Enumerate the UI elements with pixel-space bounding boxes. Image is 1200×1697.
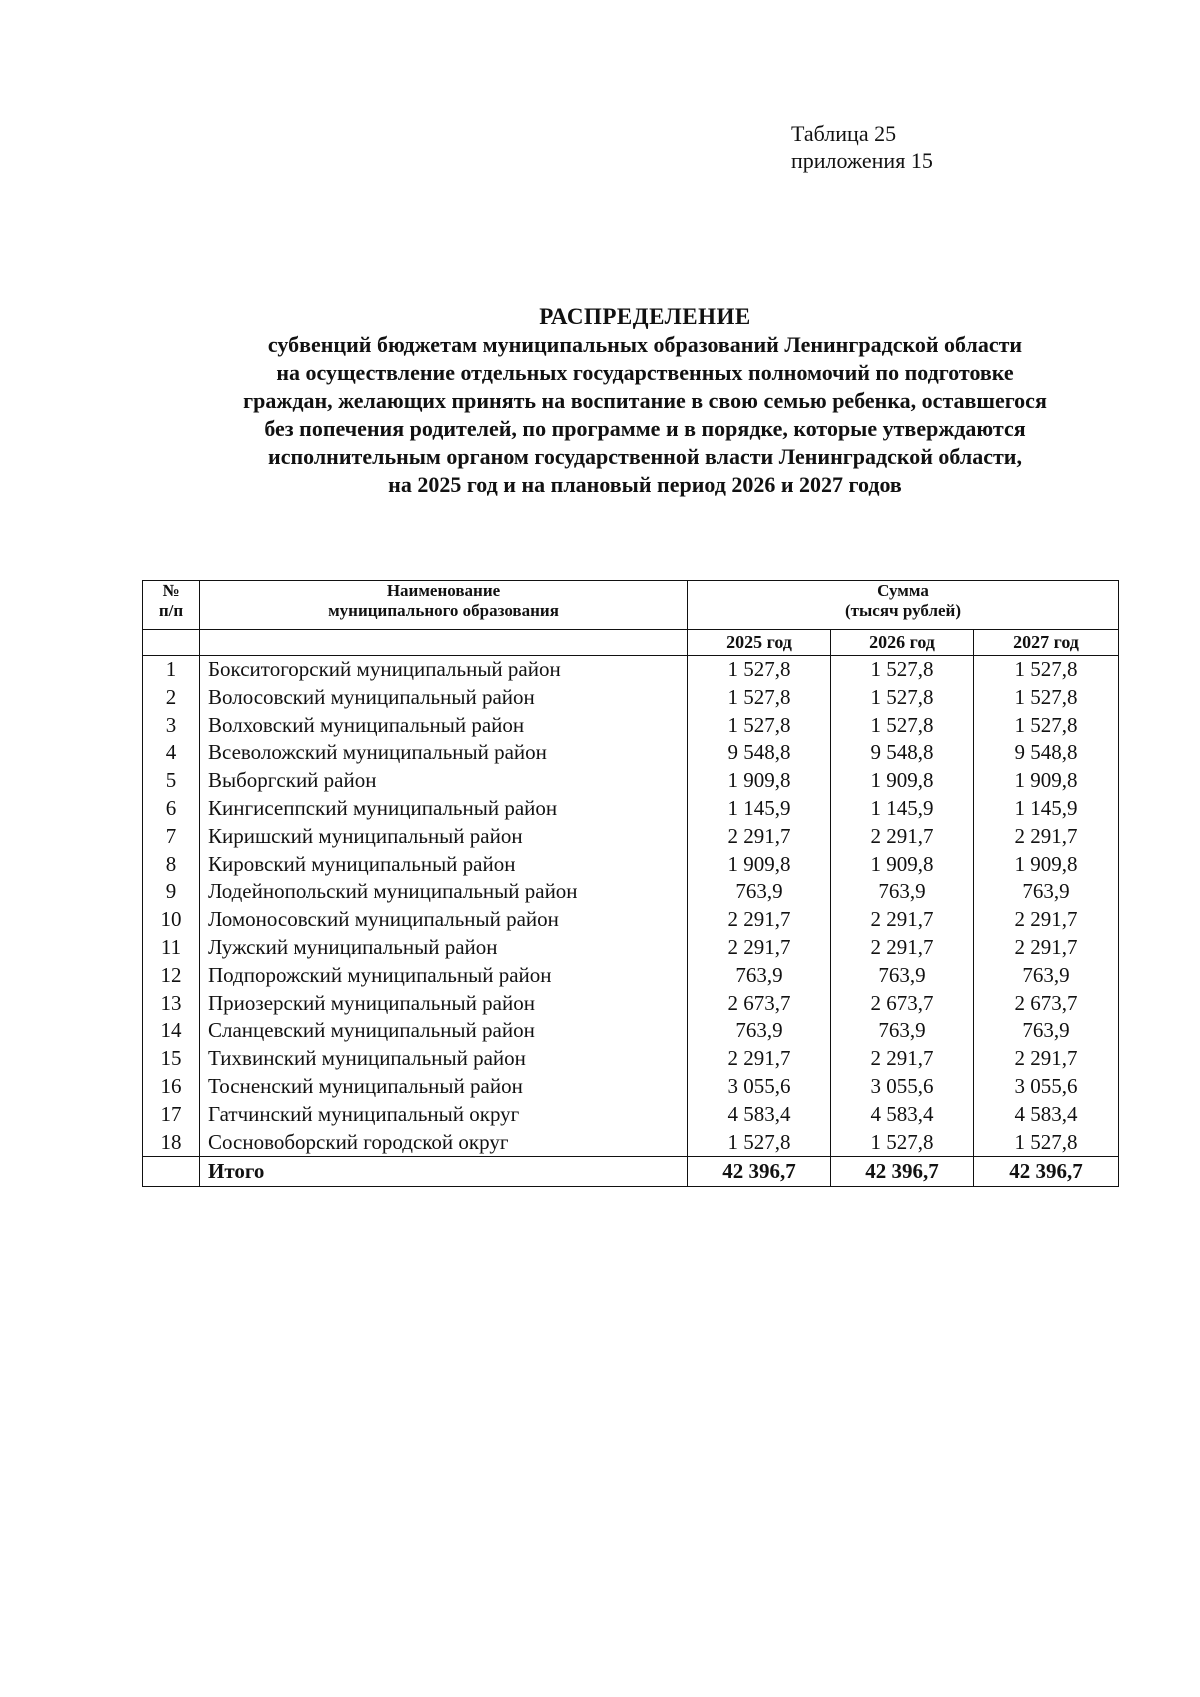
row-number: 11 — [143, 934, 200, 962]
row-value-2027: 2 291,7 — [974, 1045, 1119, 1073]
row-value-2026: 1 527,8 — [831, 712, 974, 740]
row-municipality-name: Волосовский муниципальный район — [200, 684, 688, 712]
row-value-2026: 2 673,7 — [831, 990, 974, 1018]
row-value-2025: 763,9 — [688, 962, 831, 990]
row-number: 12 — [143, 962, 200, 990]
table-row — [143, 1073, 1119, 1101]
header-sum-line2: (тысяч рублей) — [845, 601, 961, 620]
table-number: Таблица 25 — [791, 121, 897, 146]
row-value-2025: 2 673,7 — [688, 990, 831, 1018]
row-municipality-name: Выборгский район — [200, 767, 688, 795]
row-number: 5 — [143, 767, 200, 795]
table-row — [143, 1101, 1119, 1129]
row-value-2026: 1 527,8 — [831, 684, 974, 712]
header-number-line2: п/п — [158, 601, 184, 620]
table-row — [143, 767, 1119, 795]
title-line: на осуществление отдельных государственных полномочий по подготовке — [276, 360, 1014, 385]
row-number: 8 — [143, 851, 200, 879]
row-value-2025: 9 548,8 — [688, 739, 831, 767]
row-value-2026: 1 909,8 — [831, 851, 974, 879]
row-value-2026: 763,9 — [831, 1017, 974, 1045]
row-value-2026: 2 291,7 — [831, 823, 974, 851]
row-municipality-name: Бокситогорский муниципальный район — [200, 656, 688, 684]
title-heading: РАСПРЕДЕЛЕНИЕ — [539, 304, 751, 329]
total-number-cell — [143, 1157, 200, 1187]
row-value-2027: 1 145,9 — [974, 795, 1119, 823]
row-municipality-name: Лодейнопольский муниципальный район — [200, 878, 688, 906]
row-number: 15 — [143, 1045, 200, 1073]
row-value-2027: 763,9 — [974, 962, 1119, 990]
row-municipality-name: Кингисеппский муниципальный район — [200, 795, 688, 823]
header-sum — [688, 581, 1119, 630]
table-row — [143, 962, 1119, 990]
row-municipality-name: Подпорожский муниципальный район — [200, 962, 688, 990]
row-number: 3 — [143, 712, 200, 740]
row-value-2027: 763,9 — [974, 878, 1119, 906]
row-value-2026: 4 583,4 — [831, 1101, 974, 1129]
title-line: граждан, желающих принять на воспитание в свою семью ребенка, оставшегося — [243, 388, 1047, 413]
row-number: 7 — [143, 823, 200, 851]
row-number: 2 — [143, 684, 200, 712]
row-number: 10 — [143, 906, 200, 934]
total-2027: 42 396,7 — [974, 1157, 1119, 1187]
table-row — [143, 990, 1119, 1018]
table-row — [143, 684, 1119, 712]
row-municipality-name: Гатчинский муниципальный округ — [200, 1101, 688, 1129]
distribution-table — [142, 580, 1119, 1187]
row-value-2027: 3 055,6 — [974, 1073, 1119, 1101]
row-value-2026: 1 527,8 — [831, 1129, 974, 1157]
row-municipality-name: Всеволожский муниципальный район — [200, 739, 688, 767]
row-number: 1 — [143, 656, 200, 684]
row-value-2025: 3 055,6 — [688, 1073, 831, 1101]
row-municipality-name: Волховский муниципальный район — [200, 712, 688, 740]
total-label: Итого — [200, 1157, 688, 1187]
appendix-number: приложения 15 — [791, 148, 933, 173]
row-value-2026: 2 291,7 — [831, 934, 974, 962]
table-row — [143, 1045, 1119, 1073]
table-row — [143, 851, 1119, 879]
row-value-2026: 1 909,8 — [831, 767, 974, 795]
row-value-2025: 1 527,8 — [688, 656, 831, 684]
header-sum-line1: Сумма — [877, 581, 929, 600]
row-value-2026: 9 548,8 — [831, 739, 974, 767]
row-value-2025: 2 291,7 — [688, 1045, 831, 1073]
table-row — [143, 878, 1119, 906]
row-value-2025: 2 291,7 — [688, 934, 831, 962]
row-value-2026: 1 145,9 — [831, 795, 974, 823]
row-value-2026: 763,9 — [831, 962, 974, 990]
row-value-2027: 1 527,8 — [974, 684, 1119, 712]
table-row — [143, 795, 1119, 823]
row-value-2026: 2 291,7 — [831, 1045, 974, 1073]
table-row — [143, 739, 1119, 767]
row-value-2026: 2 291,7 — [831, 906, 974, 934]
table-row — [143, 1017, 1119, 1045]
header-number-line1: № — [162, 581, 180, 600]
row-number: 17 — [143, 1101, 200, 1129]
row-number: 16 — [143, 1073, 200, 1101]
row-value-2025: 1 527,8 — [688, 1129, 831, 1157]
row-value-2027: 763,9 — [974, 1017, 1119, 1045]
row-value-2027: 4 583,4 — [974, 1101, 1119, 1129]
row-value-2025: 1 909,8 — [688, 851, 831, 879]
table-row — [143, 712, 1119, 740]
row-municipality-name: Лужский муниципальный район — [200, 934, 688, 962]
row-number: 4 — [143, 739, 200, 767]
table-row — [143, 906, 1119, 934]
total-2026: 42 396,7 — [831, 1157, 974, 1187]
table-row — [143, 656, 1119, 684]
row-number: 14 — [143, 1017, 200, 1045]
total-row — [143, 1157, 1119, 1187]
table-row — [143, 1129, 1119, 1157]
row-value-2025: 1 527,8 — [688, 712, 831, 740]
row-value-2026: 763,9 — [831, 878, 974, 906]
row-municipality-name: Тихвинский муниципальный район — [200, 1045, 688, 1073]
row-value-2025: 2 291,7 — [688, 823, 831, 851]
row-value-2025: 1 527,8 — [688, 684, 831, 712]
header-number — [143, 581, 200, 630]
row-value-2025: 763,9 — [688, 1017, 831, 1045]
header-year-2025: 2025 год — [688, 630, 831, 656]
row-municipality-name: Тосненский муниципальный район — [200, 1073, 688, 1101]
row-value-2026: 1 527,8 — [831, 656, 974, 684]
row-value-2027: 2 291,7 — [974, 823, 1119, 851]
row-value-2025: 1 909,8 — [688, 767, 831, 795]
row-value-2027: 1 909,8 — [974, 767, 1119, 795]
row-number: 18 — [143, 1129, 200, 1157]
row-value-2027: 1 527,8 — [974, 712, 1119, 740]
header-name-line1: Наименование — [386, 581, 501, 600]
title-line: субвенций бюджетам муниципальных образований Ленинградской области — [267, 332, 1023, 357]
row-value-2027: 1 527,8 — [974, 1129, 1119, 1157]
row-value-2027: 2 291,7 — [974, 934, 1119, 962]
row-value-2026: 3 055,6 — [831, 1073, 974, 1101]
row-value-2025: 2 291,7 — [688, 906, 831, 934]
header-year-2026: 2026 год — [831, 630, 974, 656]
row-municipality-name: Приозерский муниципальный район — [200, 990, 688, 1018]
row-number: 6 — [143, 795, 200, 823]
header-name-line2: муниципального образования — [328, 601, 559, 620]
total-2025: 42 396,7 — [688, 1157, 831, 1187]
document-title — [140, 303, 1150, 499]
row-value-2027: 1 909,8 — [974, 851, 1119, 879]
row-value-2027: 1 527,8 — [974, 656, 1119, 684]
title-line: исполнительным органом государственной власти Ленинградской области, — [268, 444, 1022, 469]
row-municipality-name: Кировский муниципальный район — [200, 851, 688, 879]
table-reference — [791, 120, 933, 174]
row-value-2027: 2 291,7 — [974, 906, 1119, 934]
header-number-spacer — [143, 630, 200, 656]
title-line: на 2025 год и на плановый период 2026 и 2027 годов — [388, 472, 902, 497]
row-value-2025: 763,9 — [688, 878, 831, 906]
row-value-2025: 1 145,9 — [688, 795, 831, 823]
row-municipality-name: Сланцевский муниципальный район — [200, 1017, 688, 1045]
row-value-2025: 4 583,4 — [688, 1101, 831, 1129]
table-row — [143, 823, 1119, 851]
row-municipality-name: Сосновоборский городской округ — [200, 1129, 688, 1157]
row-municipality-name: Ломоносовский муниципальный район — [200, 906, 688, 934]
title-line: без попечения родителей, по программе и в порядке, которые утверждаются — [264, 416, 1026, 441]
row-value-2027: 9 548,8 — [974, 739, 1119, 767]
row-number: 9 — [143, 878, 200, 906]
table-body — [143, 656, 1119, 1157]
row-value-2027: 2 673,7 — [974, 990, 1119, 1018]
header-year-2027: 2027 год — [974, 630, 1119, 656]
row-number: 13 — [143, 990, 200, 1018]
header-name-spacer — [200, 630, 688, 656]
table-row — [143, 934, 1119, 962]
row-municipality-name: Киришский муниципальный район — [200, 823, 688, 851]
header-name — [200, 581, 688, 630]
